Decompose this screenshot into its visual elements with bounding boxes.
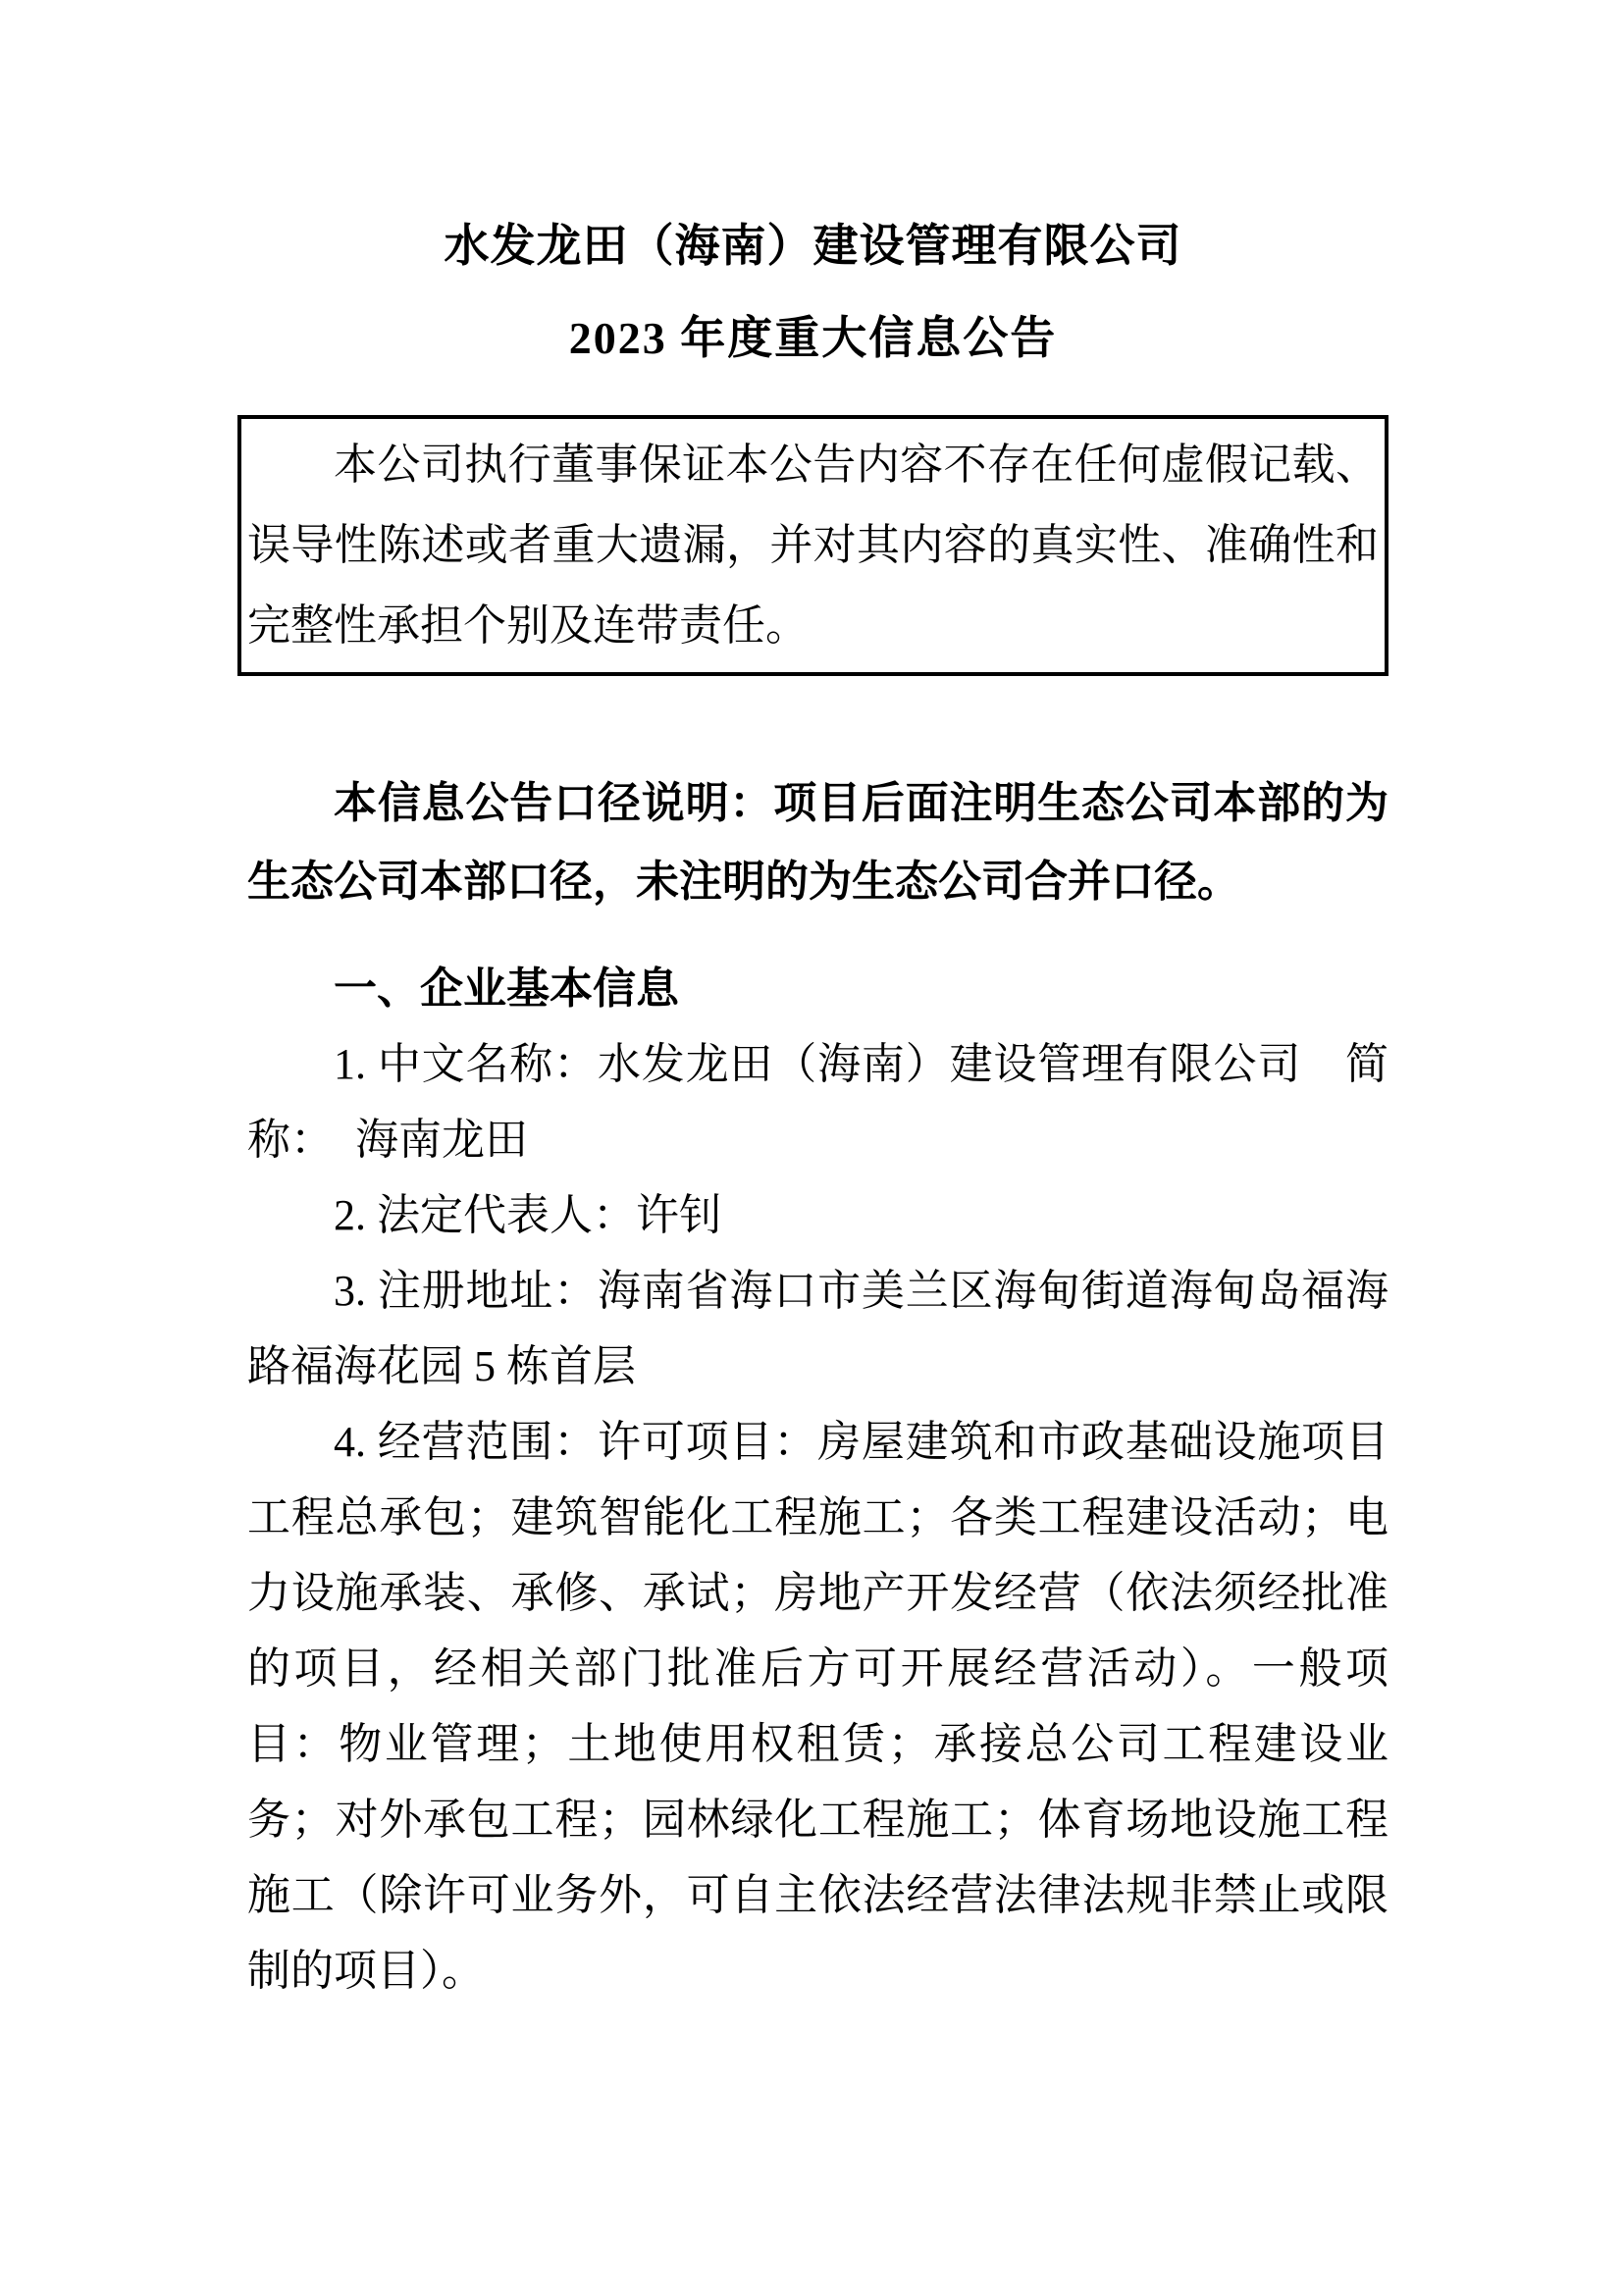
disclaimer-text: 本公司执行董事保证本公告内容不存在任何虚假记载、误导性陈述或者重大遗漏，并对其内容的真实性、准确性和完整性承担个别及连带责任。	[247, 441, 1379, 650]
item-chinese-name: 1. 中文名称：水发龙田（海南）建设管理有限公司 简称： 海南龙田	[247, 1040, 1388, 1164]
item-registered-address: 3. 注册地址：海南省海口市美兰区海甸街道海甸岛福海路福海花园 5 栋首层	[247, 1267, 1388, 1390]
section-heading-basic-info: 一、企业基本信息	[334, 965, 679, 1013]
disclaimer-box	[237, 415, 1388, 676]
item-business-scope: 4. 经营范围：许可项目：房屋建筑和市政基础设施项目工程总承包；建筑智能化工程施工；各类工程建设活动；电力设施承装、承修、承试；房地产开发经营（依法须经批准的项目，经相关部门批准后方可开展经营活动）。一般项目：物业管理；土地使用权租赁；承接总公司工程建设业务；对外承包工程；园林绿化工程施工；体育场地设施工程施工（除许可业务外，可自主依法经营法律法规非禁止或限制的项目）。	[247, 1418, 1388, 1995]
item-legal-representative: 2. 法定代表人：许钊	[334, 1191, 722, 1239]
caliber-note: 本信息公告口径说明：项目后面注明生态公司本部的为生态公司本部口径，未注明的为生态公司合并口径。	[247, 779, 1388, 906]
document-title-line2: 2023 年度重大信息公告	[568, 313, 1058, 363]
document-title-line1: 水发龙田（海南）建设管理有限公司	[444, 221, 1182, 271]
